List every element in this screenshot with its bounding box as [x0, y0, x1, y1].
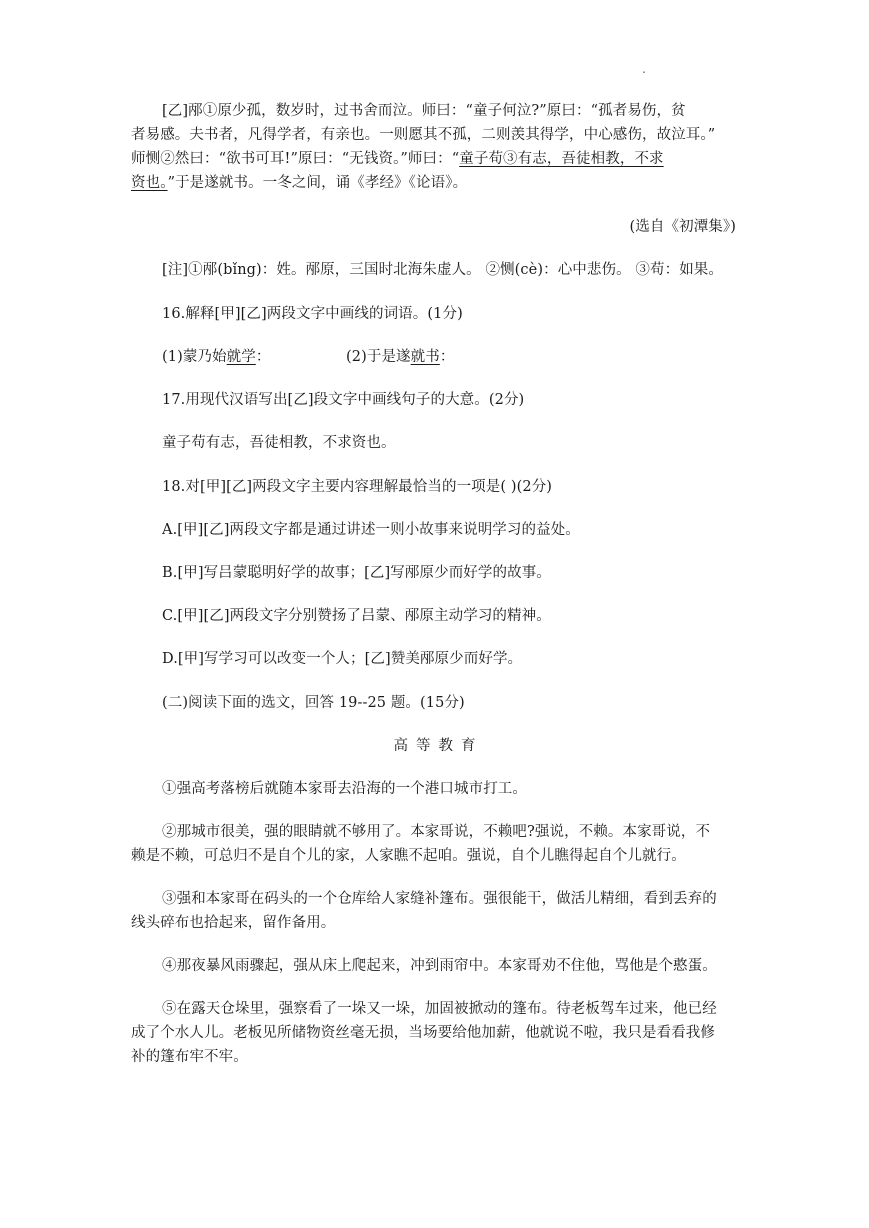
option-d: D.[甲]写学习可以改变一个人；[乙]赞美邴原少而好学。 — [162, 651, 523, 667]
option-c: C.[甲][乙]两段文字分别赞扬了吕蒙、邴原主动学习的精神。 — [162, 608, 551, 624]
yi-passage-line-4-text: ”于是遂就书。一冬之间，诵《孝经》《论语》。 — [167, 175, 468, 191]
q16-item-1-prefix: (1)蒙乃始 — [162, 349, 227, 365]
source-citation: (选自《初潭集》) — [629, 219, 736, 235]
question-16-item-1 — [162, 346, 270, 369]
section-2-heading: (二)阅读下面的选文，回答 19--25 题。(15分) — [162, 695, 465, 711]
question-17: 17.用现代汉语写出[乙]段文字中画线句子的大意。(2分) — [162, 392, 525, 408]
yi-passage-line-3 — [131, 148, 664, 171]
question-16: 16.解释[甲][乙]两段文字中画线的词语。(1分) — [162, 306, 463, 322]
q16-item-2-colon: ： — [439, 349, 455, 365]
question-18: 18.对[甲][乙]两段文字主要内容理解最恰当的一项是( )(2分) — [162, 479, 553, 495]
q16-item-1-colon: ： — [255, 349, 271, 365]
annotation-note: [注]①邴(bǐng)：姓。邴原，三国时北海朱虚人。 ②恻(cè)：心中悲伤。 ③苟：如果。 — [162, 262, 723, 278]
yi-passage-line-4 — [131, 172, 467, 195]
yi-passage-line-1: [乙]邴①原少孤，数岁时，过书舍而泣。师曰：“童子何泣?”原曰：“孤者易伤，贫 — [162, 103, 686, 119]
question-17-sentence: 童子苟有志，吾徒相教，不求资也。 — [162, 435, 396, 451]
paragraph-3-line-2: 线头碎布也拾起来，留作备用。 — [131, 915, 336, 931]
yi-passage-line-2: 者易感。夫书者，凡得学者，有亲也。一则愿其不孤，二则羡其得学，中心感伤，故泣耳。” — [131, 127, 716, 143]
underlined-sentence-part-2: 资也。 — [131, 175, 168, 191]
paragraph-2-line-2: 赖是不赖，可总归不是自个儿的家，人家瞧不起咱。强说，自个儿瞧得起自个儿就行。 — [131, 848, 686, 864]
option-a: A.[甲][乙]两段文字都是通过讲述一则小故事来说明学习的益处。 — [162, 522, 580, 538]
paragraph-3-line-1: ③强和本家哥在码头的一个仓库给人家缝补篷布。强很能干，做活儿精细，看到丢弃的 — [162, 891, 717, 907]
paragraph-1: ①强高考落榜后就随本家哥去沿海的一个港口城市打工。 — [162, 781, 527, 797]
paragraph-2-line-1: ②那城市很美，强的眼睛就不够用了。本家哥说，不赖吧?强说，不赖。本家哥说，不 — [162, 824, 711, 840]
article-title: 高等教育 — [393, 738, 484, 754]
underlined-sentence-part-1: 童子苟③有志，吾徒相教，不求 — [459, 151, 664, 167]
q16-item-1-term: 就学 — [226, 349, 256, 365]
option-b: B.[甲]写吕蒙聪明好学的故事；[乙]写邴原少而好学的故事。 — [162, 565, 551, 581]
yi-passage-line-3-text: 师恻②然曰：“欲书可耳!”原曰：“无钱资。”师曰：“ — [131, 151, 460, 167]
q16-item-2-prefix: (2)于是遂 — [346, 349, 411, 365]
question-16-item-2 — [346, 346, 454, 369]
q16-item-2-term: 就书 — [410, 349, 440, 365]
paragraph-5-line-3: 补的篷布牢不牢。 — [131, 1049, 248, 1065]
paragraph-5-line-2: 成了个水人儿。老板见所储物资丝毫无损，当场要给他加薪，他就说不啦，我只是看看我修 — [131, 1025, 715, 1041]
header-mark: . — [642, 62, 646, 76]
paragraph-4: ④那夜暴风雨骤起，强从床上爬起来，冲到雨帘中。本家哥劝不住他，骂他是个憨蛋。 — [162, 958, 717, 974]
paragraph-5-line-1: ⑤在露天仓垛里，强察看了一垛又一垛，加固被掀动的篷布。待老板驾车过来，他已经 — [162, 1001, 717, 1017]
